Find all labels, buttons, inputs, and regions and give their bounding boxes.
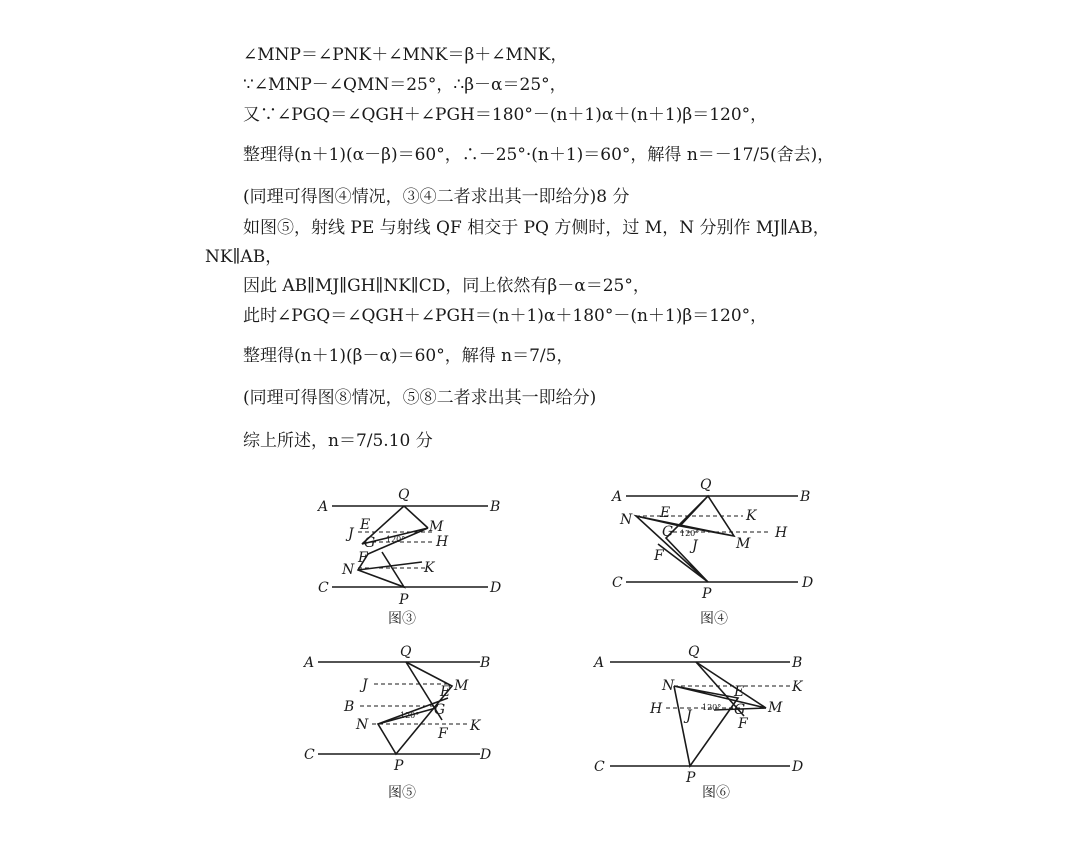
fig4-label-g: G bbox=[662, 524, 674, 540]
fig3-label-e: E bbox=[360, 517, 371, 533]
fig5-label-p: P bbox=[394, 758, 404, 774]
solution-line-9: 此时∠PGQ＝∠QGH＋∠PGH＝(n＋1)α＋180°－(n＋1)β＝120°， bbox=[243, 306, 768, 326]
fig5-label-m: M bbox=[454, 678, 469, 694]
fig5-label-f: F bbox=[438, 726, 448, 742]
figure-5 bbox=[290, 644, 510, 808]
fig3-label-c: C bbox=[318, 580, 329, 596]
fig6-label-e: E bbox=[734, 684, 745, 700]
fig5-label-a: A bbox=[304, 655, 315, 671]
fig3-label-f: F bbox=[358, 550, 368, 566]
fig4-label-d: D bbox=[802, 575, 814, 591]
fig4-label-p: P bbox=[702, 586, 712, 602]
fig5-label-d: D bbox=[480, 747, 492, 763]
fig3-label-n: N bbox=[342, 562, 355, 578]
solution-line-5: (同理可得图④情况，③④二者求出其一即给分)8 分 bbox=[243, 187, 630, 207]
figure-3 bbox=[310, 480, 510, 634]
fig5-label-j: J bbox=[362, 677, 368, 693]
solution-line-11: (同理可得图⑧情况，⑤⑧二者求出其一即给分) bbox=[243, 388, 597, 408]
fig3-label-d: D bbox=[490, 580, 502, 596]
fig5-label-b-mid: B bbox=[344, 699, 355, 715]
fig3-label-b: B bbox=[490, 499, 501, 515]
fig4-label-k: K bbox=[746, 508, 757, 524]
fig3-angle-label: 120° bbox=[386, 535, 406, 544]
fig5-label-b: B bbox=[480, 655, 491, 671]
fig3-label-p: P bbox=[399, 592, 409, 608]
fig6-label-p: P bbox=[686, 770, 696, 786]
fig5-label-q: Q bbox=[400, 644, 412, 660]
fig6-label-f: F bbox=[738, 716, 748, 732]
fig3-label-h: H bbox=[436, 534, 449, 550]
fig3-label-g: G bbox=[364, 535, 376, 551]
fig6-label-m: M bbox=[768, 700, 783, 716]
fig5-label-g: G bbox=[434, 702, 446, 718]
solution-line-6: 如图⑤，射线 PE 与射线 QF 相交于 PQ 方侧时，过 M，N 分别作 MJ∥AB， bbox=[243, 218, 830, 238]
fig6-caption: 图⑥ bbox=[702, 785, 730, 801]
solution-line-1: ∠MNP＝∠PNK＋∠MNK＝β＋∠MNK， bbox=[243, 45, 568, 65]
fig4-angle-label: 120° bbox=[680, 529, 700, 538]
fig4-label-m: M bbox=[736, 536, 751, 552]
fig6-label-a: A bbox=[594, 655, 605, 671]
fig6-label-q: Q bbox=[688, 644, 700, 660]
fig3-label-a: A bbox=[318, 499, 329, 515]
fig6-label-n: N bbox=[662, 678, 675, 694]
fig4-label-q: Q bbox=[700, 477, 712, 493]
solution-line-2: ∵∠MNP－∠QMN＝25°，∴β－α＝25°， bbox=[243, 75, 567, 95]
fig5-angle-label: 120° bbox=[400, 711, 420, 720]
fig4-label-j: J bbox=[692, 538, 698, 554]
fig4-caption: 图④ bbox=[700, 611, 728, 627]
fig4-label-h: H bbox=[775, 525, 788, 541]
fig3-caption: 图③ bbox=[388, 611, 416, 627]
fig4-label-b: B bbox=[800, 489, 811, 505]
fig5-label-e: E bbox=[440, 684, 451, 700]
fig5-caption: 图⑤ bbox=[388, 785, 416, 801]
fig6-label-c: C bbox=[594, 759, 605, 775]
fig6-label-d: D bbox=[792, 759, 804, 775]
solution-line-12: 综上所述，n＝7/5.10 分 bbox=[243, 431, 433, 451]
fig5-label-k: K bbox=[470, 718, 481, 734]
fig5-label-n: N bbox=[356, 717, 369, 733]
fig4-label-c: C bbox=[612, 575, 623, 591]
solution-line-7: NK∥AB， bbox=[205, 247, 283, 267]
fig4-label-f: F bbox=[654, 548, 664, 564]
fig6-label-b: B bbox=[792, 655, 803, 671]
fig6-label-j: J bbox=[686, 708, 692, 724]
solution-line-8: 因此 AB∥MJ∥GH∥NK∥CD，同上依然有β－α＝25°， bbox=[243, 276, 650, 296]
fig4-label-n: N bbox=[620, 512, 633, 528]
solution-line-4: 整理得(n＋1)(α－β)＝60°，∴－25°·(n＋1)＝60°，解得 n＝－17/5(舍去)， bbox=[243, 145, 835, 165]
fig6-angle-label: 120° bbox=[702, 703, 722, 712]
solution-line-3: 又∵∠PGQ＝∠QGH＋∠PGH＝180°－(n＋1)α＋(n＋1)β＝120°， bbox=[243, 105, 768, 125]
figure-6 bbox=[580, 644, 820, 808]
fig5-label-c: C bbox=[304, 747, 315, 763]
fig6-label-g: G bbox=[734, 702, 746, 718]
fig3-label-j: J bbox=[348, 526, 354, 542]
figure-4 bbox=[598, 476, 818, 630]
fig6-label-h: H bbox=[650, 701, 663, 717]
fig4-label-a: A bbox=[612, 489, 623, 505]
fig3-label-m: M bbox=[429, 519, 444, 535]
fig3-label-k: K bbox=[424, 560, 435, 576]
fig3-label-q: Q bbox=[398, 487, 410, 503]
solution-line-10: 整理得(n＋1)(β－α)＝60°，解得 n＝7/5， bbox=[243, 346, 574, 366]
fig4-label-e: E bbox=[660, 505, 671, 521]
fig6-label-k: K bbox=[792, 679, 803, 695]
